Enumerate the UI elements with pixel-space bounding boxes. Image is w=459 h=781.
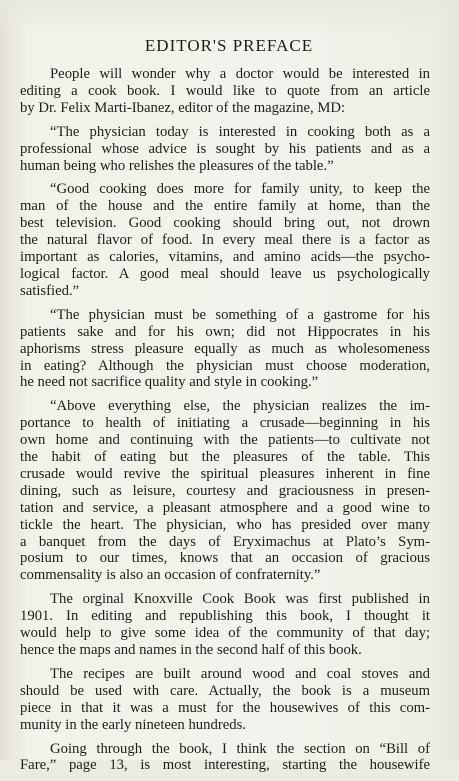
text-line: he need not sacrifice quality and style in cooking.” [20, 374, 319, 391]
page-fold-shadow [433, 0, 459, 760]
text-line: editing a cook book. I would like to quote from an article [20, 82, 430, 99]
paragraph [20, 741, 430, 775]
text-line: tickle the heart. The physician, who has presided over many [20, 516, 430, 533]
text-line: aphorisms stress pleasure equally as much as wholesomeness [20, 340, 430, 357]
text-line: the natural flavor of food. In every meal there is a factor as [20, 232, 430, 249]
text-line: best television. Good cooking should bring out, not drown [20, 215, 430, 232]
text-line: portance to health of initiating a crusade—beginning in his [20, 415, 430, 432]
paragraph [20, 398, 430, 584]
text-line: hence the maps and names in the second half of this book. [20, 642, 362, 658]
paragraph [20, 591, 430, 659]
text-line: human being who relishes the pleasures of the table.” [20, 157, 334, 174]
text-line: The recipes are built around wood and coal stoves and [50, 665, 430, 682]
text-line: own home and continuing with the patients—to cultivate not [20, 432, 430, 449]
text-line: man of the house and the entire family at home, than the [20, 198, 430, 215]
text-line: People will wonder why a doctor would be interested in [50, 66, 430, 82]
text-line: would help to give some idea of the community of that day; [20, 625, 430, 642]
text-line: satisfied.” [20, 282, 80, 299]
paragraph [20, 66, 430, 117]
paragraph [20, 124, 430, 175]
text-line: The orginal Knoxville Cook Book was first published in [50, 591, 430, 608]
text-line: posium to our times, knows that an occasion of gracious [20, 550, 430, 567]
text-line: 1901. In editing and republishing this book, I thought it [20, 608, 430, 625]
paragraph [20, 666, 430, 734]
text-line: “The physician must be something of a gastrome for his [50, 306, 430, 323]
page-title: EDITOR'S PREFACE [144, 36, 314, 55]
text-line: logical factor. A good meal should leave us psychologically [20, 265, 430, 282]
text-line: by Dr. Felix Marti-Ibanez, editor of the magazine, MD: [20, 99, 346, 116]
text-line: Going through the book, I think the section on “Bill of [50, 740, 430, 757]
text-line: a banquet from the days of Eryximachus at Plato’s Sym- [20, 533, 430, 550]
text-line: munity in the early nineteen hundreds. [20, 716, 246, 733]
text-line: important as calories, vitamins, and amino acids—the psycho- [20, 249, 430, 266]
text-line: should be used with care. Actually, the book is a museum [20, 682, 430, 699]
paragraph [20, 181, 430, 299]
text-line: dining, such as leisure, courtesy and graciousness in presen- [20, 482, 430, 499]
text-line: crusade would revive the spiritual pleasures inherent in fine [20, 465, 430, 482]
text-line: “The physician today is interested in cooking both as a [50, 123, 430, 140]
text-line: piece in that it was a must for the housewives of this com- [20, 699, 430, 716]
text-line: tation and service, a pleasant atmosphere and a good wine to [20, 499, 430, 516]
text-line: “Above everything else, the physician realizes the im- [50, 398, 430, 415]
text-line: the habit of eating but the pleasures of the table. This [20, 449, 430, 466]
text-line: patients sake and for his own; did not Hippocrates in his [20, 323, 430, 340]
paragraph [20, 307, 430, 392]
page-top-bleed [0, 0, 459, 36]
text-line: commensality is also an occasion of confraternity.” [20, 567, 321, 584]
preface-content [20, 32, 430, 781]
text-line: “Good cooking does more for family unity, to keep the [50, 181, 430, 198]
text-line: in eating? Although the physician must choose moderation, [20, 357, 430, 374]
text-line: Fare,” page 13, is most interesting, starting the housewife [20, 757, 430, 774]
text-line: professional whose advice is sought by his patients and as a [20, 140, 430, 157]
